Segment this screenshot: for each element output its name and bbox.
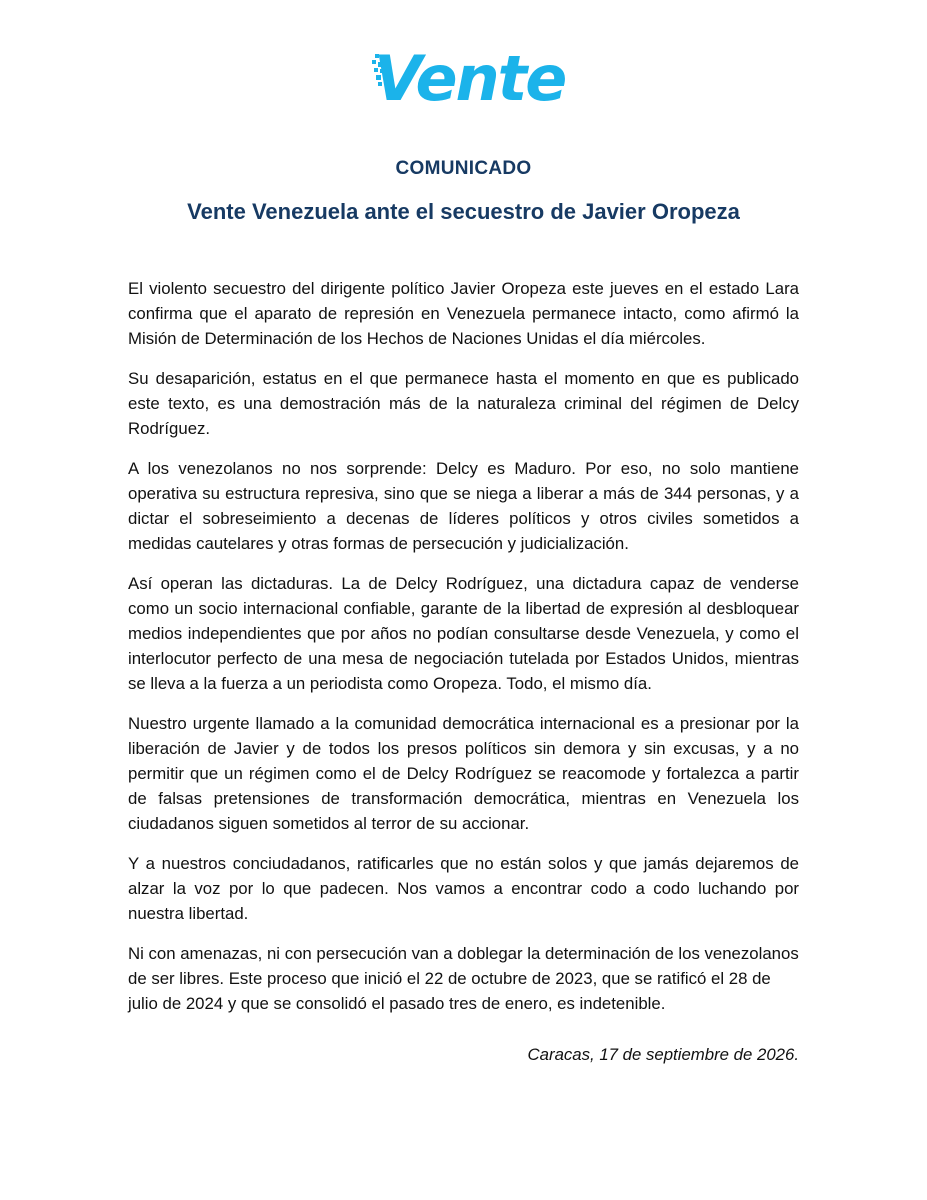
logo-wordmark: Vente [374, 42, 566, 115]
page-title: Vente Venezuela ante el secuestro de Javier Oropeza [187, 199, 740, 224]
paragraph: El violento secuestro del dirigente político Javier Oropeza este jueves en el estado Lara confirma que el aparato de represión en Venezuela permanece intacto, como afirmó la Misión de Determinación de los Hechos de Naciones Unidas el día miércoles. [128, 279, 799, 348]
document-body [128, 276, 799, 1031]
paragraph: Ni con amenazas, ni con persecución van a doblegar la determinación de los venezolanos de ser libres. Este proceso que inició el 22 de octubre de 2023, que se ratificó el 28 de julio de 2024 y que se consolidó el pasado tres de enero, es indetenible. [128, 944, 799, 1013]
paragraph: Su desaparición, estatus en el que permanece hasta el momento en que es publicado este texto, es una demostración más de la naturaleza criminal del régimen de Delcy Rodríguez. [128, 369, 799, 438]
paragraph: Así operan las dictaduras. La de Delcy Rodríguez, una dictadura capaz de venderse como un socio internacional confiable, garante de la libertad de expresión al desbloquear medios independientes que por años no podían consultarse desde Venezuela, y como el interlocutor perfecto de una mesa de negociación tutelada por Estados Unidos, mientras se lleva a la fuerza a un periodista como Oropeza. Todo, el mismo día. [128, 574, 799, 693]
paragraph: Y a nuestros conciudadanos, ratificarles que no están solos y que jamás dejaremos de alzar la voz por lo que padecen. Nos vamos a encontrar codo a codo luchando por nuestra libertad. [128, 854, 799, 923]
vente-logo [372, 42, 566, 116]
paragraph: A los venezolanos no nos sorprende: Delcy es Maduro. Por eso, no solo mantiene operativa su estructura represiva, sino que se niega a liberar a más de 344 personas, y a dictar el sobreseimiento a decenas de líderes políticos y otros civiles sometidos a medidas cautelares y otras formas de persecución y judicialización. [128, 459, 799, 553]
signoff-date: Caracas, 17 de septiembre de 2026. [527, 1045, 799, 1064]
paragraph: Nuestro urgente llamado a la comunidad democrática internacional es a presionar por la liberación de Javier y de todos los presos políticos sin demora y sin excusas, y a no permitir que un régimen como el de Delcy Rodríguez se reacomode y fortalezca a partir de falsas pretensiones de transformación democrática, mientras en Venezuela los ciudadanos siguen sometidos al terror de su accionar. [128, 714, 799, 833]
document-label: COMUNICADO [395, 158, 532, 179]
